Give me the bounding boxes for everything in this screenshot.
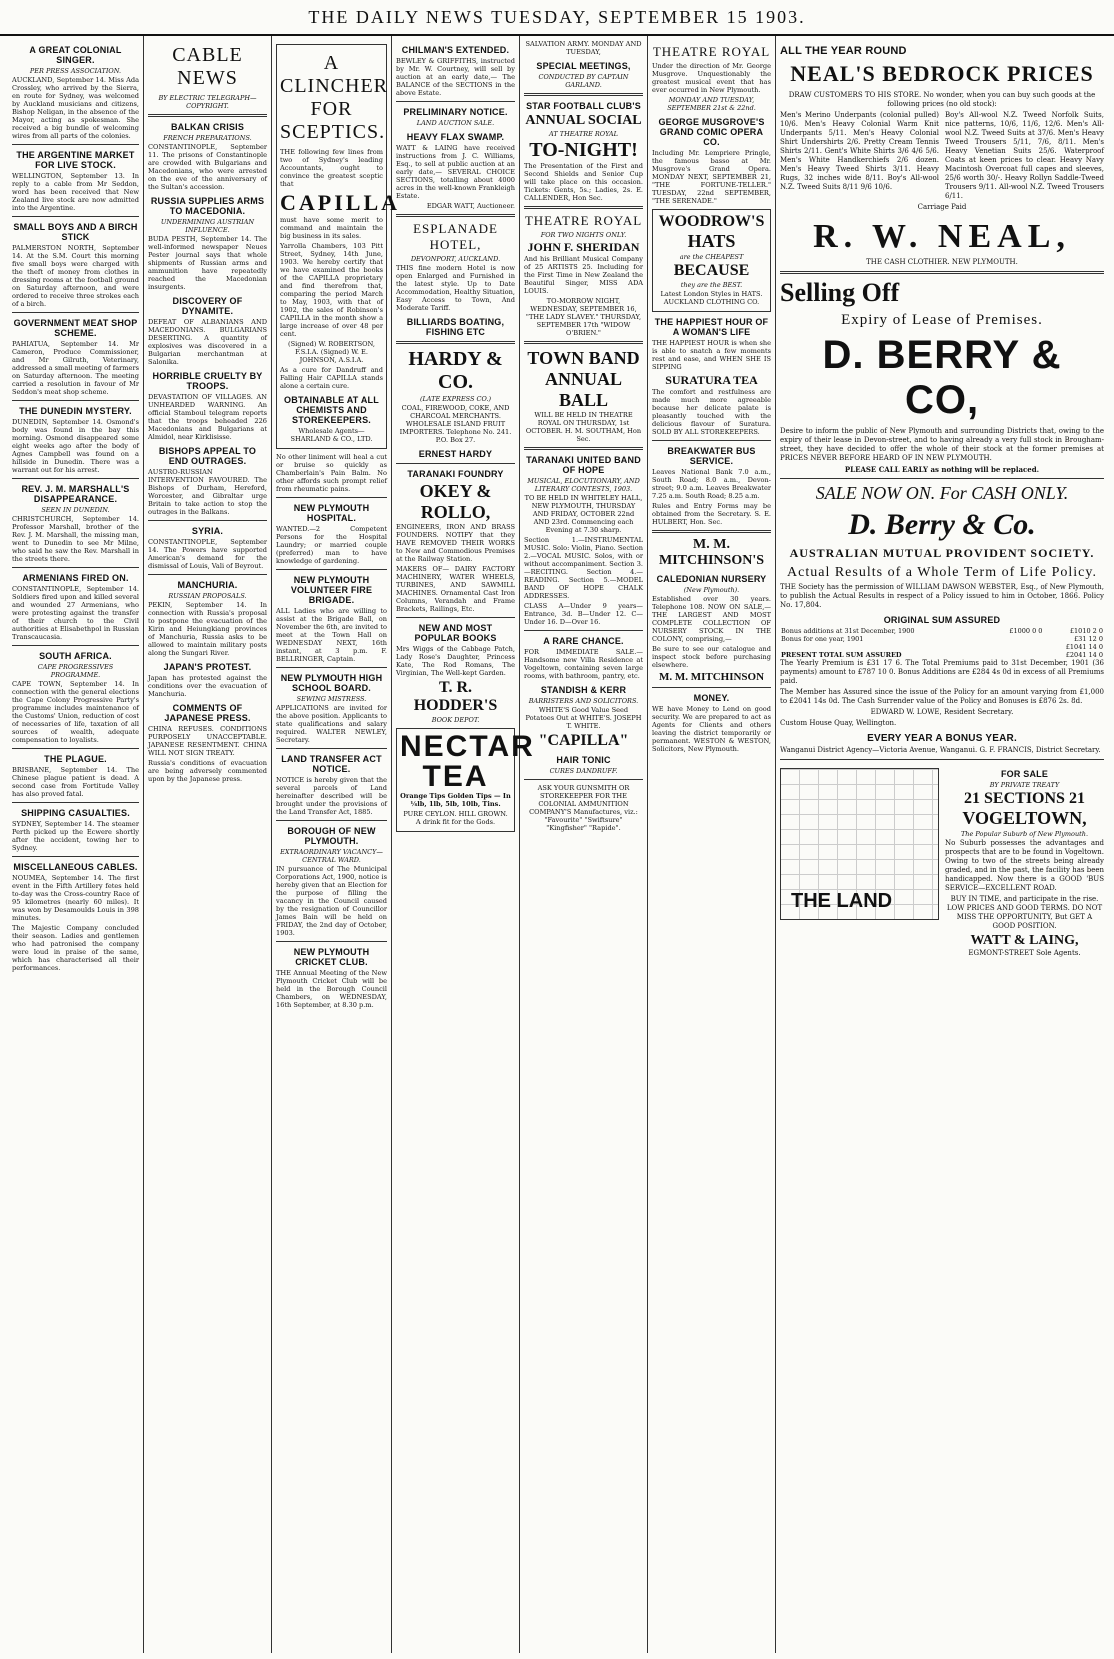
vogeltown-ad: [780, 764, 1104, 960]
notice-text: ALL Ladies who are willing to assist at the Brigade Ball, on November the 6th, are invited to meet at the Town Hall on WEDNESDAY NEXT, 16th instant, at 3 p.m. F. BELLRINGER, Captain.: [276, 607, 387, 663]
ad-title: A CLINCHER FOR SCEPTICS.: [280, 52, 388, 143]
headline: DISCOVERY OF DYNAMITE.: [172, 296, 243, 316]
table-cell: £2041 14 0: [1065, 651, 1103, 659]
price-list-right: Boy's All-wool N.Z. Tweed Norfolk Suits, nice patterns, 10/6, 11/6, 12/6. Men's All-wool N.Z. Tweed Suits at 37/6. Men's Heavy Tweed Trousers 5/11, 7/6, 8/11. Men's Heavy Venetian Suits 25/6. Waterproof Coats at keen prices to clear. Heavy Navy Macintosh Overcoat full capes and sleeves, 25/6 worth 30/-. Heavy Rollyn Saddle-Tweed Trousers 9/11. All-wool N.Z. Tweed Trousers 6/11.: [945, 111, 1104, 200]
divider: [12, 802, 139, 803]
table-cell: PRESENT TOTAL SUM ASSURED: [781, 651, 902, 659]
ad-text: WHITE'S Good Value Seed Potatoes Out at WHITE'S. JOSEPH T. WHITE.: [525, 706, 642, 730]
subhead: DEVONPORT, AUCKLAND.: [410, 255, 501, 263]
subhead: MONDAY AND TUESDAY, SEPTEMBER 21st & 22nd.: [667, 96, 756, 112]
column-6: [648, 36, 776, 1653]
divider: [276, 667, 387, 668]
section-title: CABLE NEWS: [172, 44, 243, 89]
brand-name: D. BERRY & CO,: [822, 333, 1062, 422]
event-title: TO-NIGHT!: [529, 139, 638, 161]
table-cell: £31 12 0: [1074, 635, 1103, 643]
present-total-table: [780, 651, 1104, 659]
headline: REV. J. M. MARSHALL'S DISAPPEARANCE.: [21, 484, 130, 504]
headline: PRELIMINARY NOTICE.: [403, 107, 508, 117]
article-text: CONSTANTINOPLE, September 14. The Powers have supported American's demand for the dismissal of Louis, Vali of Beyrout.: [148, 538, 267, 570]
ad-text: ASK YOUR GUNSMITH OR STOREKEEPER FOR THE COLONIAL AMMUNITION COMPANY'S Manufactures, viz.: "Favourite" "Swiftsure" "Kingfisher" "Rapide".: [529, 784, 638, 832]
column-3: [272, 36, 401, 1653]
subhead: SEWING MISTRESS.: [296, 695, 367, 703]
ad-text: The comfort and restfulness are made much more agreeable because her delicate palate is pleasantly touched with the delicious flavour of Suratura. SOLD BY ALL STOREKEEPERS.: [652, 388, 771, 436]
notice-text: FOR IMMEDIATE SALE.—Handsome new Villa Residence at Vogeltown, containing seven large rooms, with bathroom, pantry, etc.: [524, 648, 643, 680]
ad-text: No Suburb possesses the advantages and prospects that are to be found in Vogeltown. Owing to two of the streets being already graded, and in the past, the facility has been handicapped. Now there is a GOOD 'BUS SERVICE—EXCELLENT ROAD.: [945, 839, 1104, 892]
headline: NEW PLYMOUTH VOLUNTEER FIRE BRIGADE.: [290, 575, 373, 605]
subhead: The Popular Suburb of New Plymouth.: [960, 830, 1089, 838]
ad-text: As a cure for Dandruff and Falling Hair CAPILLA stands alone a certain cure.: [280, 366, 383, 390]
subhead: BARRISTERS AND SOLICITORS.: [528, 697, 639, 705]
headline: STANDISH & KERR: [540, 685, 627, 695]
divider: [652, 440, 771, 441]
headline: NEW PLYMOUTH HIGH SCHOOL BOARD.: [280, 673, 383, 693]
headline: THE ARGENTINE MARKET FOR LIVE STOCK.: [16, 150, 135, 170]
ad-tagline: are the CHEAPEST: [679, 253, 744, 261]
article-text: PEKIN, September 14. In connection with Russia's proposal to postpone the evacuation of the Kirin and Heiungkiang provinces of Manchuria, Russia asks to be allowed to maintain military posts along the Sungari River.: [148, 601, 267, 657]
ad-text: PURE CEYLON. HILL GROWN. A drink fit for the Gods.: [403, 810, 508, 826]
price-list-left: Men's Merino Underpants (colonial pulled) 10/6. Men's Heavy Colonial Warm Knit Underpants 5/11. Men's Heavy Colonial Shirt Undershirts 2/6. Pretty Cream Tennis Shirts 2/11. Gent's White Shirts 3/6 4/6 5/6. Men's White Handkerchiefs 2/6 dozen. Men's Heavy Tweed Shirts 3/11. Heavy Rugs, 32 inches wide 8/11. Boy's All-wool N.Z. Tweed Suits 8/11 9/6 10/6.: [780, 111, 939, 191]
agent-name: WATT & LAING,: [970, 933, 1079, 948]
headline: GEORGE MUSGROVE'S GRAND COMIC OPERA CO.: [658, 117, 765, 147]
headline: MANCHURIA.: [177, 580, 238, 590]
article-text: Japan has protested against the conditions over the evacuation of Manchuria.: [148, 674, 267, 698]
headline: NEW AND MOST POPULAR BOOKS: [414, 623, 497, 643]
brand-name: WOODROW'S: [658, 213, 765, 230]
table-row: [780, 651, 1104, 659]
headline: Actual Results of a Whole Term of Life Policy.: [787, 565, 1097, 580]
brand-name: CAPILLA: [280, 190, 401, 215]
notice-text: NOTICE is hereby given that the several parcels of Land hereinafter described will be brought under the provisions of the Land Transfer Act, 1885.: [276, 776, 387, 816]
notice-text: APPLICATIONS are invited for the above position. Applicants to state qualifications and salary required. WALTER NEWLEY, Secretary.: [276, 704, 387, 744]
ad-signature: EDWARD W. LOWE, Resident Secretary.: [870, 708, 1014, 716]
divider: [396, 617, 515, 618]
column-5: [520, 36, 648, 1653]
subhead: UNDERMINING AUSTRIAN INFLUENCE.: [160, 218, 255, 234]
ad-tagline: THE CASH CLOTHIER. NEW PLYMOUTH.: [866, 258, 1018, 266]
ad-text: Wholesale Agents— SHARLAND & CO., LTD.: [290, 427, 373, 443]
table-cell: [989, 643, 1043, 651]
book-list: Mrs Wiggs of the Cabbage Patch, Lady Rose's Daughter, Princess Kate, The Rod Romans, The Virginian, The Well-kept Garden.: [396, 645, 515, 677]
company-name: HARDY & CO.: [408, 348, 503, 393]
ad-text: No other liniment will heal a cut or bruise so quickly as Chamberlain's Pain Balm. No other affords such prompt relief from rheumatic pains.: [276, 453, 387, 493]
ad-text: DRAW CUSTOMERS TO HIS STORE. No wonder, when you can buy such goods at the following prices (no old stock):: [788, 91, 1096, 108]
headline: SHIPPING CASUALTIES.: [21, 808, 130, 818]
divider: [12, 400, 139, 401]
article-text: DEVASTATION OF VILLAGES. AN UNHEARDED WARNING. An official Stamboul telegram reports that the troops beheaded 226 Macedonians and Bulgarians at Almidol, near Kirklisisse.: [148, 393, 267, 441]
table-cell: £1041 14 0: [1065, 643, 1103, 651]
table-cell: [780, 643, 989, 651]
subhead: (New Plymouth).: [683, 586, 740, 594]
column-4: [392, 36, 535, 1653]
subhead: CONDUCTED BY CAPTAIN GARLAND.: [538, 73, 629, 89]
headline: SOUTH AFRICA.: [39, 651, 112, 661]
divider: [396, 101, 515, 102]
subhead: EXTRAORDINARY VACANCY—CENTRAL WARD.: [280, 848, 383, 864]
store-name: T. R. HODDER'S: [413, 679, 498, 714]
headline: BREAKWATER BUS SERVICE.: [667, 446, 756, 466]
article-text: PAHIATUA, September 14. Mr Cameron, Produce Commissioner, and Mr Gilruth, Veterinary, addressed a small meeting of farmers on Saturday afternoon. The meeting carried a resolution in favour of Mr Seddon's meat shop scheme.: [12, 340, 139, 396]
headline: SYRIA.: [191, 526, 224, 536]
ad-text: THE following few lines from two of Sydney's leading Accountants, ought to convince the greatest sceptic that: [280, 148, 383, 188]
divider: [148, 114, 267, 117]
subhead: MUSICAL, ELOCUTIONARY, AND LITERARY CONTESTS, 1903.: [527, 477, 640, 493]
ad-text: Be sure to see our catalogue and inspect stock before purchasing elsewhere.: [652, 645, 771, 669]
brand-name: D. Berry & Co.: [848, 508, 1036, 541]
headline: OBTAINABLE AT ALL CHEMISTS AND STOREKEEPERS.: [284, 395, 379, 425]
article-text: SYDNEY, September 14. The steamer Perth picked up the Ecwere shortly after the accident, towing her to Sydney.: [12, 820, 139, 852]
table-row: [780, 635, 1104, 643]
brand-name: "CAPILLA": [538, 732, 629, 749]
headline: A GREAT COLONIAL SINGER.: [29, 45, 122, 65]
headline: EVERY YEAR A BONUS YEAR.: [867, 733, 1017, 744]
divider: [524, 447, 643, 450]
ad-text: MAKERS OF— DAIRY FACTORY MACHINERY, WATER WHEELS, TURBINES, AND SAWMILL MACHINES. Ornamental Cast Iron Columns, Verandah and Frame Brackets, Railings, Etc.: [396, 565, 515, 613]
masthead: [0, 0, 1114, 36]
table-row: [780, 643, 1104, 651]
notice-text: Under the direction of Mr. George Musgrove. Unquestionably the greatest musical event that has ever occurred in New Plymouth.: [652, 62, 771, 94]
headline: BALKAN CRISIS: [170, 122, 245, 132]
table-cell: Bonus additions at 31st December, 1900: [781, 627, 915, 635]
article-text: DUNEDIN, September 14. Osmond's body was found in the bay this morning. Osmond disappeared some eight weeks ago after the body of Agnes Campbell was found on a hillside in Dunedin. There was a warrant out for his arrest.: [12, 418, 139, 474]
divider: [12, 312, 139, 313]
divider: [12, 216, 139, 217]
ad-text: Yarrolla Chambers, 103 Pitt Street, Sydney, 14th June, 1903. We hereby certify that we have examined the books of the CAPILLA proprietary and find therefrom that, comparing the period March to May, 1903, with that of 1902, the sales of Robinson's CAPILLA in the month show a large increase of over 48 per cent.: [280, 242, 383, 338]
divider: [780, 759, 1104, 760]
subhead: PER PRESS ASSOCIATION.: [29, 67, 122, 75]
headline: ALL THE YEAR ROUND: [780, 45, 907, 57]
divider: [524, 206, 643, 209]
headline: BISHOPS APPEAL TO END OUTRAGES.: [158, 446, 257, 466]
ad-text: must have some merit to command and maintain the big business in its sales.: [280, 216, 383, 240]
headline: TARANAKI FOUNDRY: [407, 469, 504, 479]
divider: [12, 478, 139, 479]
ad-title: Selling Off: [780, 278, 900, 307]
divider: [652, 530, 771, 533]
divider: [780, 271, 1104, 274]
headline: THE DUNEDIN MYSTERY.: [19, 406, 132, 416]
notice-text: IN pursuance of The Municipal Corporations Act, 1900, notice is hereby given that an Election for the purpose of filling the vacancy in the Council caused by the resignation of Councillor James Bain will be held on FRIDAY, the 2nd day of October, 1903.: [276, 865, 387, 937]
table-cell: [989, 635, 1043, 643]
event-title: TOWN BAND: [527, 348, 640, 368]
price-list: [780, 111, 1104, 203]
subhead: CAPE PROGRESSIVES PROGRAMME.: [37, 663, 114, 679]
capilla-ad: [276, 44, 401, 449]
event-title: ANNUAL SOCIAL: [525, 113, 642, 128]
subhead: BOOK DEPOT.: [431, 716, 480, 724]
headline: SMALL BOYS AND A BIRCH STICK: [13, 222, 138, 242]
headline: JAPAN'S PROTEST.: [163, 662, 252, 672]
subhead: CURES DANDRUFF.: [549, 767, 618, 775]
performer-name: JOHN F. SHERIDAN: [527, 240, 640, 254]
headline: MONEY.: [693, 693, 730, 703]
headline: HEAVY FLAX SWAMP.: [406, 132, 505, 142]
ad-text: BUY IN TIME, and participate in the rise. LOW PRICES AND GOOD TERMS. DO NOT MISS THE OPPORTUNITY, But GET A GOOD POSITION.: [946, 895, 1103, 930]
event-title: ANNUAL BALL: [544, 369, 622, 410]
notice-text: Rules and Entry Forms may be obtained from the Secretary. S. E. HULBERT, Hon. Sec.: [652, 502, 771, 526]
ad-text: ENGINEERS, IRON AND BRASS FOUNDERS. NOTIFY that they HAVE REMOVED THEIR WORKS to New and Commodious Premises at the Railway Station.: [396, 523, 515, 563]
article-text: AUCKLAND, September 14. Miss Ada Crossley, who arrived by the Sierra, en route for Sydney, was welcomed by Auckland musicians and citizens, Bishop Neligan, in the absence of the Mayor, acting as spokesman. She received a big bundle of welcoming wires from all parts of the colonies.: [12, 76, 139, 140]
ad-title: NEAL'S BEDROCK PRICES: [790, 61, 1094, 86]
notice-text: WANTED.—2 Competent Persons for the Hospital Laundry; or married couple (preferred) man to have knowledge of gardening.: [276, 525, 387, 565]
article-text: CAPE TOWN, September 14. In connection with the general elections the Cape Colony Progressive Party's programme includes maintenance of the Customs' Union, reduction of cost of necessaries of life, taxation of all sources of wealth, adequate compensation to loyalists.: [12, 680, 139, 744]
divider: [652, 687, 771, 688]
subhead: AT THEATRE ROYAL: [549, 130, 618, 138]
notice-text: BEWLEY & GRIFFITHS, instructed by Mr. W. Courtney, will sell by auction at an early date,— The BALANCE of the SECTIONS in the above Estate.: [396, 57, 515, 97]
divider: [524, 630, 643, 631]
ad-text: EGMONT-STREET Sole Agents.: [968, 949, 1081, 957]
article-text: BRISBANE, September 14. The Chinese plague patient is dead. A second case from Fortitude Valley has also proved fatal.: [12, 766, 139, 798]
notice-text: THE Annual Meeting of the New Plymouth Cricket Club will be held in the Borough Council Chambers, on WEDNESDAY, 16th September, at 8.30 p.m.: [276, 969, 387, 1009]
notice-text: Including Mr. Lempriere Pringle, the famous basso at Mr. Musgrove's Grand Opera. MONDAY NEXT, SEPTEMBER 21, "THE FORTUNE-TELLER." TUESDAY, 22nd SEPTEMBER, "THE SERENADE.": [652, 149, 771, 205]
table-cell: £1010 2 0: [1069, 627, 1103, 635]
article-text: CHRISTCHURCH, September 14. Professor Marshall, brother of the Rev. J. M. Marshall, the missing man, went to Dunedin to see Mr Milne, who said he saw the Rev. Marshall in the streets there.: [12, 515, 139, 563]
ad-title: SALE NOW ON. For CASH ONLY.: [815, 483, 1069, 503]
ad-text: PLEASE CALL EARLY as nothing will be replaced.: [844, 465, 1040, 474]
headline: NEW PLYMOUTH HOSPITAL.: [293, 503, 370, 523]
notice-text: Section 1.—INSTRUMENTAL MUSIC. Solo: Violin, Piano. Section 2.—VOCAL MUSIC. Solos, with or without accompaniment. Section 3.—RECITING. Section 4.—READING. Section 5.—MODEL BAND OF HOPE CHALK ADDRESSES.: [524, 536, 643, 600]
headline: NEW PLYMOUTH CRICKET CLUB.: [293, 947, 370, 967]
headline: COMMENTS OF JAPANESE PRESS.: [164, 703, 251, 723]
ad-title: VOGELTOWN,: [962, 808, 1087, 828]
brand-name: TEA: [422, 760, 489, 793]
headline: BOROUGH OF NEW PLYMOUTH.: [287, 826, 376, 846]
divider: [524, 779, 643, 780]
ad-subtitle: Expiry of Lease of Premises.: [841, 312, 1043, 328]
divider: [396, 214, 515, 217]
headline: MISCELLANEOUS CABLES.: [13, 862, 138, 872]
table-title: ORIGINAL SUM ASSURED: [883, 615, 1001, 625]
divider: [276, 497, 387, 498]
headline: FOR SALE: [1000, 769, 1049, 779]
divider: [396, 463, 515, 464]
divider: [276, 941, 387, 942]
headline: SPECIAL MEETINGS,: [536, 61, 631, 71]
article-text: The Majestic Company concluded their season. Ladies and gentlemen who had patronised the company were loud in praise of the same, which has characterised all their performances.: [12, 924, 139, 972]
divider: [524, 93, 643, 96]
headline: GOVERNMENT MEAT SHOP SCHEME.: [13, 318, 138, 338]
article-text: PALMERSTON NORTH, September 14. At the S.M. Court this morning five small boys were charged with the theft of money from clothes in dressing rooms at the football ground on Saturday afternoon, and were ordered to receive three strokes each of a birch.: [12, 244, 139, 308]
headline: THEATRE ROYAL: [524, 213, 643, 228]
subhead: BY PRIVATE TREATY: [989, 781, 1060, 789]
ad-text: Latest London Styles in HATS. AUCKLAND CLOTHING CO.: [660, 290, 763, 306]
headline: RUSSIA SUPPLIES ARMS TO MACEDONIA.: [150, 196, 265, 216]
headline: THE HAPPIEST HOUR OF A WOMAN'S LIFE: [654, 317, 769, 337]
auctioneer-signature: EDGAR WATT, Auctioneer.: [426, 202, 515, 210]
ad-text: COAL, FIREWOOD, COKE, AND CHARCOAL MERCHANTS. WHOLESALE ISLAND FRUIT IMPORTERS. Telephone No. 241. P.O. Box 27.: [399, 404, 512, 444]
headline: AUSTRALIAN MUTUAL PROVIDENT SOCIETY.: [789, 546, 1095, 560]
headline: HORRIBLE CRUELTY BY TROOPS.: [152, 371, 263, 391]
masthead-text: THE DAILY NEWS TUESDAY, SEPTEMBER 15 1903.: [308, 6, 806, 27]
subhead: (LATE EXPRESS CO.): [419, 395, 492, 403]
headline: ARMENIANS FIRED ON.: [22, 573, 129, 583]
woodrows-hats-ad: [652, 209, 771, 312]
headline: THEATRE ROYAL: [652, 44, 771, 59]
brand-name: NECTAR: [400, 730, 535, 763]
company-name: OKEY & ROLLO,: [419, 481, 492, 522]
subhead: FRENCH PREPARATIONS.: [163, 134, 252, 142]
article-text: CONSTANTINOPLE, September 11. The prisons of Constantinople are crowded with Bulgarians and Macedonians, who were arrested on the eve of the anniversary of the Sultan's accession.: [148, 143, 267, 191]
divider: [276, 820, 387, 821]
divider: [12, 645, 139, 646]
ad-text: Established over 30 years. Telephone 108. NOW ON SALE,— THE LARGEST AND MOST COMPLETE COLLECTION OF NURSERY STOCK IN THE COLONY, comprising,—: [652, 595, 771, 643]
divider: [148, 574, 267, 575]
ad-text: THIS fine modern Hotel is now open Enlarged and Furnished in the latest style. Up to Date Accommodation, Healthy Situation, Easy Access to Town, And Moderate Tariff.: [396, 264, 515, 312]
notice-text: CLASS A—Under 9 years—Entrance, 3d. B—Under 12. C—Under 16. D—Over 16.: [524, 602, 643, 626]
land-map: [780, 768, 939, 920]
article-text: WELLINGTON, September 13. In reply to a cable from Mr Seddon, word has been received that New Zealand live stock are now admitted into the Argentine.: [12, 172, 139, 212]
timetable: Leaves National Bank 7.0 a.m., South Road; 8.0 a.m., Devon-street; 9.0 a.m. Leaves Breakwater 7.25 a.m. South Road; 8.25 a.m.: [652, 468, 771, 500]
divider: [12, 856, 139, 857]
notice-text: TO-MORROW NIGHT, WEDNESDAY, SEPTEMBER 16, "THE LADY SLAVEY." THURSDAY, SEPTEMBER 17th "WIDOW O'BRIEN.": [525, 297, 642, 337]
headline: CHILMAN'S EXTENDED.: [401, 45, 510, 55]
ad-text: Wanganui District Agency—Victoria Avenue, Wanganui. G. F. FRANCIS, District Secretary.: [780, 746, 1101, 754]
ad-text: Desire to inform the public of New Plymouth and surrounding Districts that, owing to the expiry of their lease in Devon-street, and to having already a very full stock in Brougham-street, they have decided to offer the whole of their stock at the former premises at PRICES NEVER BEFORE HEARD OF IN NEW PLYMOUTH.: [780, 427, 1104, 462]
article-text: CHINA REFUSES. CONDITIONS PURPOSELY UNACCEPTABLE. JAPANESE RESENTMENT. CHINA WILL NOT SIGN TREATY.: [148, 725, 267, 757]
headline: LAND TRANSFER ACT NOTICE.: [281, 754, 382, 774]
ad-text: The Member has Assured since the issue of the Policy for an amount varying from £1,000 to £2041 14s 0d. The Cash Surrender value of the Policy and Bonuses is £876 2s. 8d.: [780, 688, 1104, 705]
notice-text: TO BE HELD IN WHITELEY HALL, NEW PLYMOUTH, THURSDAY AND FRIDAY, OCTOBER 22nd AND 23rd. Commencing each Evening at 7.30 sharp.: [524, 494, 643, 534]
headline: THE PLAGUE.: [44, 754, 107, 764]
divider: [12, 748, 139, 749]
subhead: BY ELECTRIC TELEGRAPH—COPYRIGHT.: [158, 94, 257, 110]
divider: [276, 748, 387, 749]
column-7: [776, 36, 1108, 1653]
ad-text: THE HAPPIEST HOUR is when she is able to snatch a few moments rest and ease, and WHEN SHE IS SIPPING: [652, 339, 771, 371]
article-text: NOUMEA, September 14. The first event in the Fifth Artillery fetes held to-day was the Cross-country Race of 95 kilometres (nearly 60 miles). It was won by Desamoulds Louis in 398 minutes.: [12, 874, 139, 922]
headline: A RARE CHANCE.: [543, 636, 624, 646]
subhead: SEEN IN DUNEDIN.: [41, 506, 110, 514]
brand-name: R. W. NEAL,: [813, 218, 1071, 255]
notice-text: WILL BE HELD IN THEATRE ROYAL ON THURSDAY, 1st OCTOBER. H. M. SOUTHAM, Hon Sec.: [525, 411, 642, 443]
article-text: BUDA PESTH, September 14. The well-informed newspaper Neues Pester journal says that whole shipments of Russian arms and ammunition have repeatedly reached the Macedonian insurgents.: [148, 235, 267, 291]
ad-text: Carriage Paid: [917, 203, 967, 211]
headline: ESPLANADE HOTEL,: [413, 221, 498, 252]
ad-text: THE Society has the permission of WILLIAM DAWSON WEBSTER, Esq., of New Plymouth, to publish the Actual Results in respect of a Policy issued to him in October, 1866. Policy No. 17,804.: [780, 583, 1104, 609]
divider: [524, 341, 643, 344]
notice-text: WE have Money to Lend on good security. We are prepared to act as Agents for Clients and others leaving the district temporarily or permanent. WESTON & WESTON, Solicitors, New Plymouth.: [652, 705, 771, 753]
nursery-signature: M. M. MITCHINSON: [658, 671, 765, 683]
article-text: AUSTRO-RUSSIAN INTERVENTION FAVOURED. The Bishops of Durham, Hereford, Worcester, and Gibraltar urge Britain to take action to stop the outrages in the Balkans.: [148, 468, 267, 516]
notice-text: WATT & LAING have received instructions from J. C. Williams, Esq., to sell at public auction at an early date,— SEVERAL CHOICE SECTIONS, totalling about 4000 acres in the well-known Frankleigh Estate.: [396, 144, 515, 200]
column-2: [144, 36, 272, 1653]
ad-text: Orange Tips Golden Tips — In ¼lb, 1lb, 5lb, 10lb, Tins.: [400, 792, 511, 808]
table-cell: Bonus for one year, 1901: [781, 635, 864, 643]
ad-tagline: they are the BEST.: [680, 281, 743, 289]
article-text: CONSTANTINOPLE, September 14. Soldiers fired upon and killed several and wounded 27 Armenians, who were protesting against the transfer of their church to the Civil authorities at Elisabethpol in Russian Transcaucasia.: [12, 585, 139, 641]
policy-table: [780, 627, 1104, 651]
divider: [148, 520, 267, 521]
ad-title: 21 SECTIONS 21: [964, 790, 1085, 807]
table-cell: £1000 0 0: [1009, 627, 1043, 635]
headline: BILLIARDS BOATING, FISHING ETC: [406, 317, 505, 337]
headline: HAIR TONIC: [556, 755, 611, 765]
ad-word: BECAUSE: [673, 262, 750, 279]
divider: [276, 569, 387, 570]
column-1: [8, 36, 144, 1653]
nectar-tea-ad: [396, 728, 535, 832]
ad-signature: (Signed) W. ROBERTSON, F.S.I.A. (Signed) W. E. JOHNSON, A.S.I.A.: [288, 340, 375, 364]
subhead: RUSSIAN PROPOSALS.: [168, 592, 247, 600]
subhead: FOR TWO NIGHTS ONLY.: [540, 231, 627, 239]
divider: [12, 567, 139, 568]
ad-text: The Yearly Premium is £31 17 6. The Total Premiums paid to 31st December, 1901 (36 payments) amount to £787 10 0. Bonus Additions are £284 4s 0d in excess of all Premiums paid.: [780, 659, 1104, 685]
map-label: THE LAND: [791, 890, 893, 912]
divider: [396, 341, 515, 344]
nursery-name: M. M. MITCHINSON'S: [658, 537, 765, 568]
subhead: LAND AUCTION SALE.: [416, 119, 495, 127]
brand-name: SURATURA TEA: [665, 373, 758, 387]
headline: STAR FOOTBALL CLUB'S: [526, 101, 641, 111]
headline: CALEDONIAN NURSERY: [656, 574, 767, 584]
headline: ERNEST HARDY: [418, 449, 493, 459]
table-row: [780, 627, 1104, 635]
article-text: DEFEAT OF ALBANIANS AND MACEDONIANS. BULGARIANS DESERTING. A quantity of explosives was discovered in a Bulgarian merchantman at Salonika.: [148, 318, 267, 366]
headline: TARANAKI UNITED BAND OF HOPE: [526, 455, 641, 475]
divider: [780, 478, 1104, 479]
notice-text: The Presentation of the First and Second Shields and Senior Cup will take place on this occasion. Tickets: Gents, 5s.; Ladies, 2s. E. CALLENDER, Hon Sec.: [524, 162, 643, 202]
ad-word: HATS: [687, 231, 736, 251]
ad-text: Custom House Quay, Wellington.: [780, 719, 897, 727]
divider: [12, 144, 139, 145]
notice-text: And his Brilliant Musical Company of 25 ARTISTS 25. Including for the First Time in New Zealand the Beautiful Singer, MISS ADA LOUIS.: [524, 255, 643, 295]
notice-text: SALVATION ARMY. MONDAY AND TUESDAY,: [525, 40, 642, 56]
article-text: Russia's conditions of evacuation are being adversely commented upon by the Japanese press.: [148, 759, 267, 783]
